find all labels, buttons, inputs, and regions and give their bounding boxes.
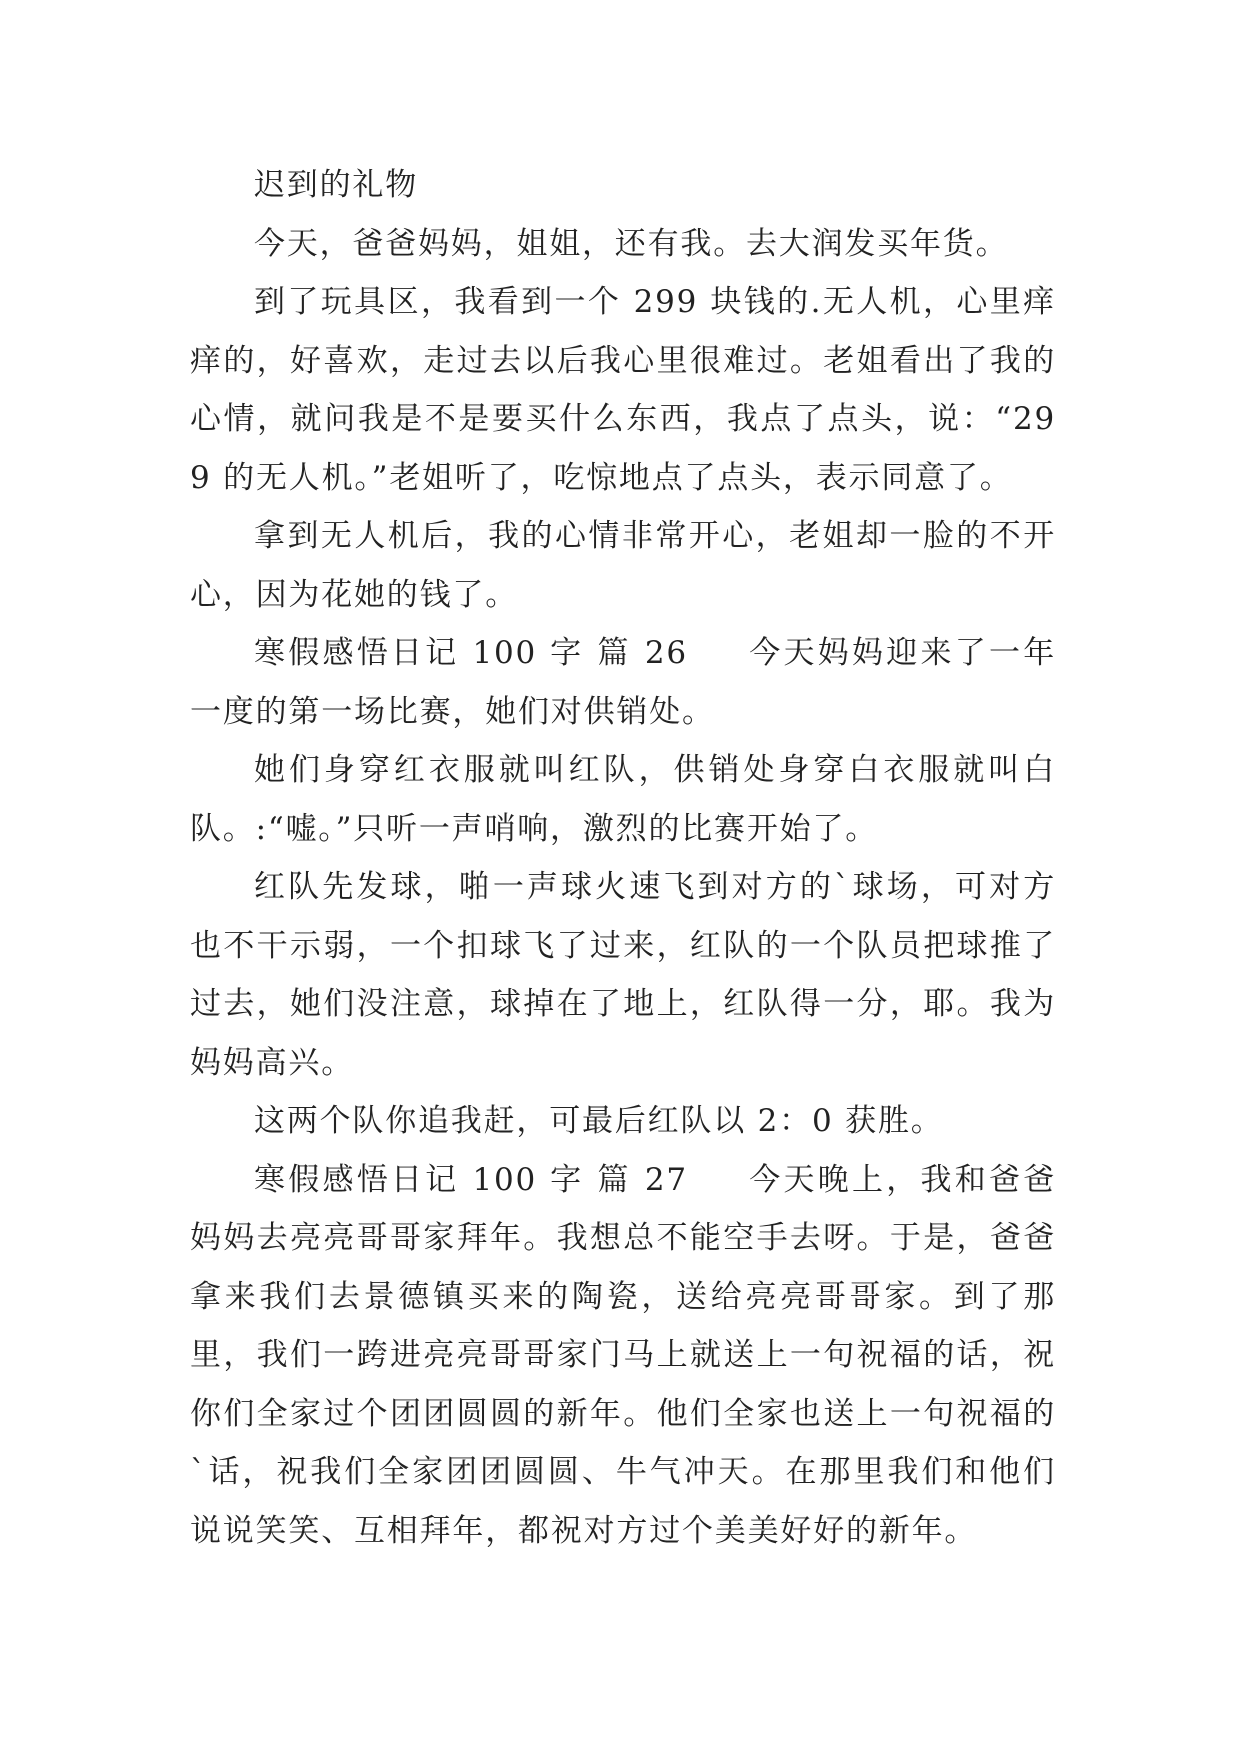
paragraph: 这两个队你追我赶，可最后红队以 2：0 获胜。 bbox=[254, 1103, 944, 1139]
paragraph: 到了玩具区，我看到一个 299 块钱的.无人机，心里痒痒的，好喜欢，走过去以后我心里很难过。老姐看出了我的心情，就问我是不是要买什么东西，我点了点头，说：“299 的无人机。”老姐听了，吃惊地点了点头，表示同意了。 bbox=[190, 284, 1056, 496]
diary-entry-26 bbox=[190, 624, 1056, 741]
diary-entry-27 bbox=[190, 1151, 1056, 1561]
entry-heading: 寒假感悟日记 100 字 篇 26 bbox=[254, 635, 688, 671]
entry-heading: 寒假感悟日记 100 字 篇 27 bbox=[254, 1161, 688, 1198]
document-body bbox=[190, 156, 1056, 1560]
paragraph: 拿到无人机后，我的心情非常开心，老姐却一脸的不开心，因为花她的钱了。 bbox=[190, 518, 1056, 613]
paragraph: 红队先发球，啪一声球火速飞到对方的`球场，可对方也不干示弱，一个扣球飞了过来，红队的一个队员把球推了过去，她们没注意，球掉在了地上，红队得一分，耶。我为妈妈高兴。 bbox=[190, 869, 1056, 1081]
entry-text: 今天妈妈迎来了一年一度的第一场比赛，她们对供销处。 bbox=[190, 635, 1056, 730]
entry-text: 今天晚上，我和爸爸妈妈去亮亮哥哥家拜年。我想总不能空手去呀。于是，爸爸拿来我们去景德镇买来的陶瓷，送给亮亮哥哥家。到了那里，我们一跨进亮亮哥哥家门马上就送上一句祝福的话，祝你们全家过个团团圆圆的新年。他们全家也送上一句祝福的`话，祝我们全家团团圆圆、牛气冲天。在那里我们和他们说说笑笑、互相拜年，都祝对方过个美美好好的新年。 bbox=[190, 1161, 1056, 1549]
paragraph: 她们身穿红衣服就叫红队，供销处身穿白衣服就叫白队。:“嘘。”只听一声哨响，激烈的比赛开始了。 bbox=[190, 752, 1056, 847]
paragraph: 今天，爸爸妈妈，姐姐，还有我。去大润发买年货。 bbox=[254, 225, 1009, 262]
story-title: 迟到的礼物 bbox=[254, 167, 418, 203]
